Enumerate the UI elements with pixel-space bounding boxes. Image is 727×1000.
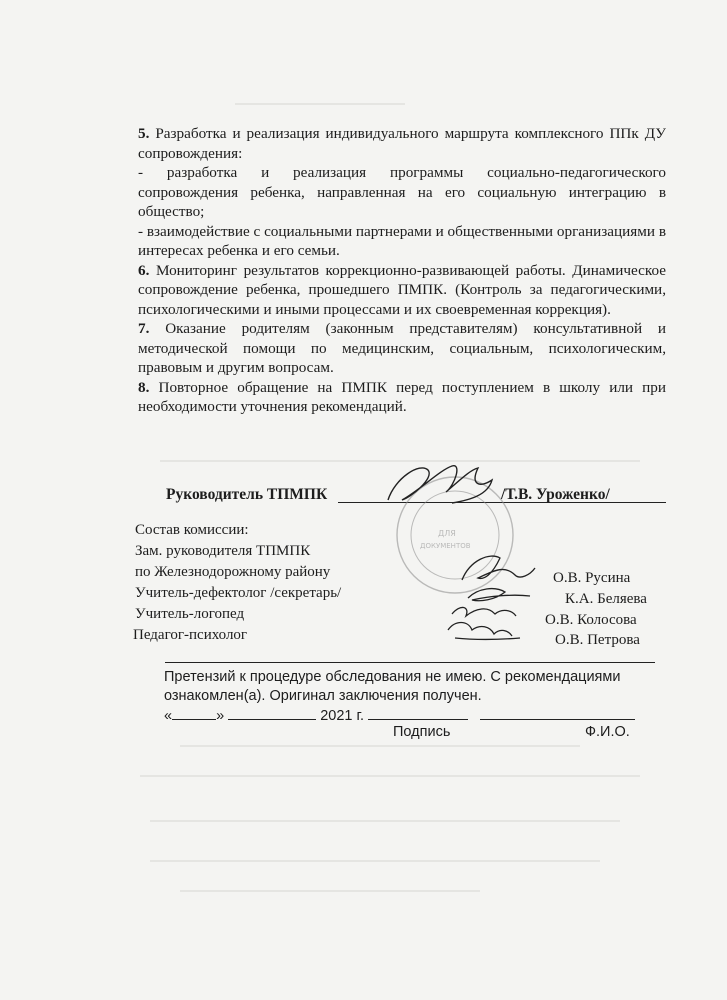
month-blank[interactable] xyxy=(228,705,316,720)
committee-title: Состав комиссии: xyxy=(135,522,249,538)
date-signature-line xyxy=(164,705,635,724)
round-stamp xyxy=(397,477,513,593)
rusina-signature xyxy=(462,556,535,580)
section-number: 6. xyxy=(138,261,150,279)
head-role: Руководитель ТПМПК xyxy=(166,486,328,503)
section-number: 5. xyxy=(138,125,150,142)
fio-blank[interactable] xyxy=(480,705,635,720)
committee-member-role: Учитель-логопед xyxy=(135,606,245,622)
section-text: - взаимодействие с социальными партнерами и общественными организациями в интересах ребенка и его семьи. xyxy=(138,222,666,259)
section-text: Повторное обращение на ПМПК перед поступлением в школу или при необходимости уточнения рекомендаций. xyxy=(138,378,666,415)
belyaeva-signature xyxy=(468,589,530,601)
committee-member-role: по Железнодорожному району xyxy=(135,564,331,580)
signature-blank[interactable] xyxy=(368,705,468,720)
head-signature xyxy=(388,466,492,503)
section-number: 7. xyxy=(138,320,150,337)
committee-member-role: Педагог-психолог xyxy=(133,627,248,643)
year-text: 2021 г. xyxy=(320,708,365,724)
stamp-text-line2: ДОКУМЕНТОВ xyxy=(420,542,471,550)
committee-member-name: О.В. Русина xyxy=(553,570,631,586)
section-text: - разработка и реализация программы социально-педагогического сопровождения ребенка, направленная на его социальную интеграцию в общество; xyxy=(138,164,666,220)
section-text: Разработка и реализация индивидуального маршрута комплексного ППк ДУ сопровождения: xyxy=(138,125,666,162)
date-quote-open: « xyxy=(164,708,173,724)
section-number: 8. xyxy=(138,378,150,396)
petrova-signature xyxy=(448,623,520,640)
head-name: /Т.В. Уроженко/ xyxy=(501,486,610,503)
section-text: Мониторинг результатов коррекционно-развивающей работы. Динамическое сопровождение ребенка, прошедшего ПМПК. (Контроль за педагогическими, психологическими и иными процессами и их своевременная коррекция). xyxy=(138,261,666,318)
fio-label: Ф.И.О. xyxy=(585,724,630,740)
kolosova-signature xyxy=(452,607,516,616)
section-text: Оказание родителям (законным представителям) консультативной и методической помощи по медицинским, социальным, психологическим, правовым и другим вопросам. xyxy=(138,320,666,376)
committee-member-name: К.А. Беляева xyxy=(565,591,647,607)
claims-statement: Претензий к процедуре обследования не имею. С рекомендациями ознакомлен(а). Оригинал заключения получен. xyxy=(164,669,621,704)
day-blank[interactable] xyxy=(172,705,216,720)
signature-label: Подпись xyxy=(393,724,451,740)
committee-member-role: Зам. руководителя ТПМПК xyxy=(135,543,311,559)
committee-member-role: Учитель-дефектолог /секретарь/ xyxy=(135,585,342,601)
date-quote-close: » xyxy=(216,708,225,724)
claims-separator xyxy=(165,662,655,663)
committee-member-name: О.В. Петрова xyxy=(555,632,640,648)
committee-member-name: О.В. Колосова xyxy=(545,612,637,628)
stamp-text-line1: ДЛЯ xyxy=(438,529,456,538)
